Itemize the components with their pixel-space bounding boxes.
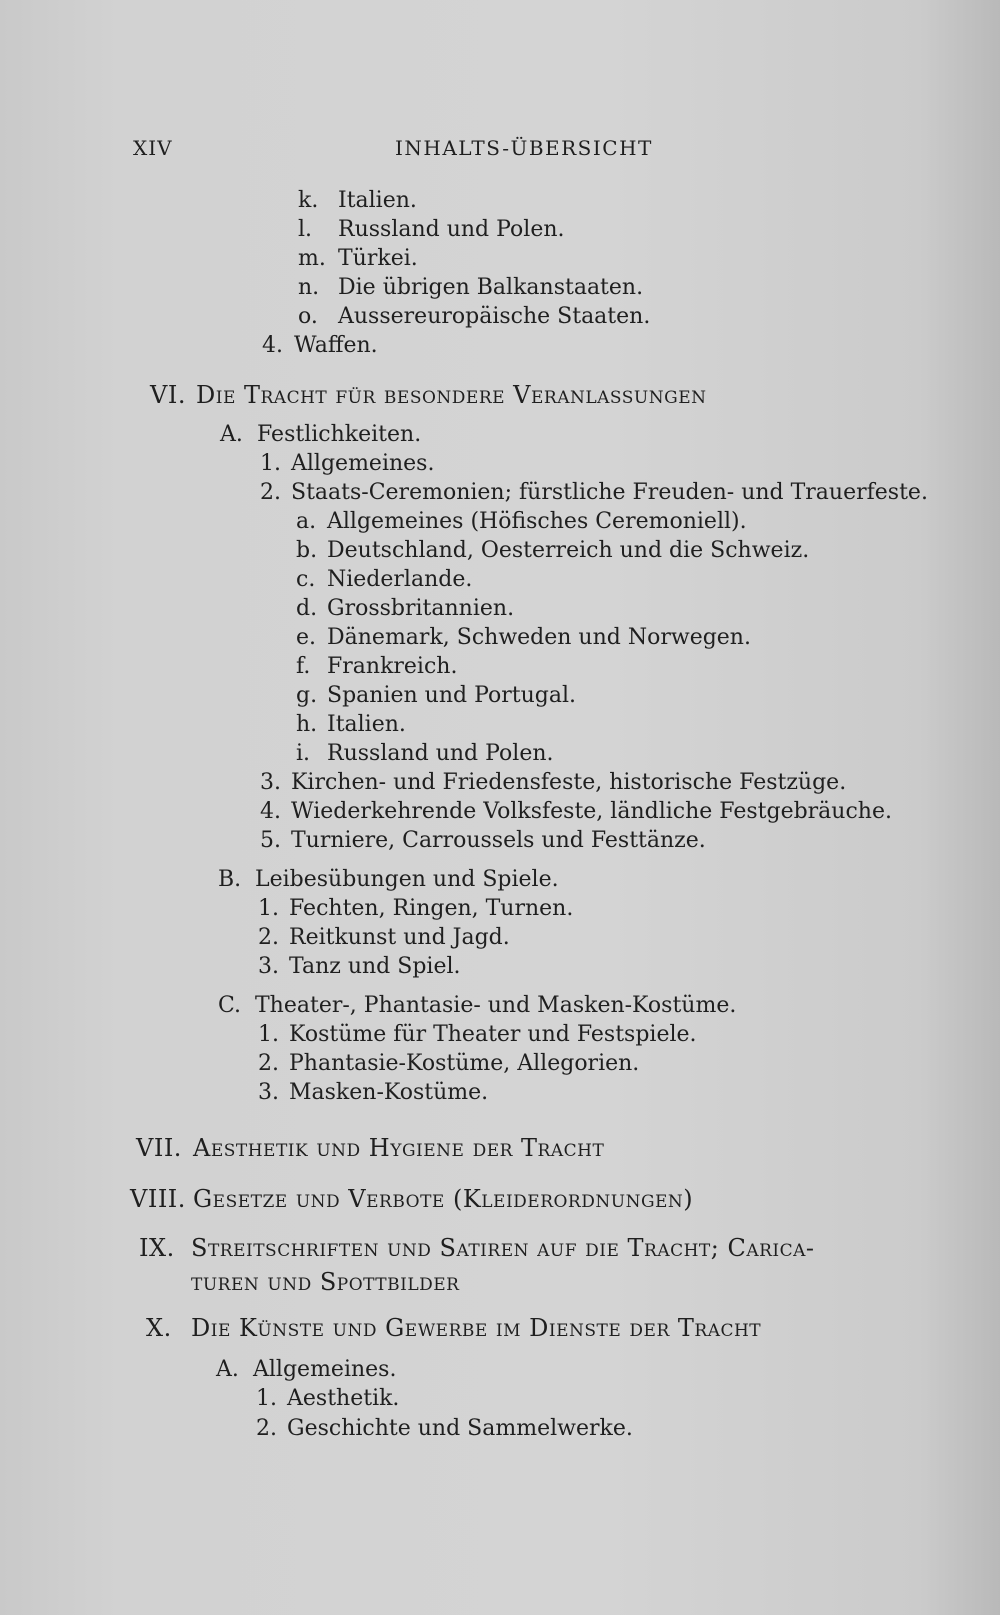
entry-text: Reitkunst und Jagd.: [289, 925, 510, 950]
entry-marker: 3.: [260, 770, 281, 795]
entry-text: Frankreich.: [327, 654, 458, 679]
toc-entry: [260, 453, 434, 475]
entry-marker: 2.: [258, 1051, 279, 1076]
toc-entry: [260, 482, 928, 504]
toc-entry: [298, 248, 418, 270]
entry-text: Dänemark, Schweden und Norwegen.: [327, 625, 751, 650]
entry-marker: b.: [296, 538, 318, 563]
entry-text: Italien.: [327, 712, 406, 737]
entry-marker: g.: [296, 683, 318, 708]
toc-entry: [260, 801, 892, 823]
entry-text: Grossbritannien.: [327, 596, 515, 621]
toc-entry: [260, 772, 846, 794]
entry-text: Allgemeines.: [253, 1357, 397, 1382]
entry-marker: C.: [218, 993, 242, 1018]
entry-text: Festlichkeiten.: [257, 422, 422, 447]
entry-marker: l.: [298, 217, 313, 242]
entry-text: Türkei.: [338, 246, 418, 271]
entry-marker: e.: [296, 625, 317, 650]
toc-entry: [298, 277, 643, 299]
entry-text: Theater-, Phantasie- und Masken-Kostüme.: [255, 993, 737, 1018]
toc-entry: [298, 190, 417, 212]
running-title: INHALTS-ÜBERSICHT: [395, 136, 653, 160]
section-marker: VII.: [136, 1134, 182, 1162]
entry-text: Russland und Polen.: [327, 741, 554, 766]
section-marker: VIII.: [130, 1185, 186, 1213]
toc-entry: [258, 898, 573, 920]
entry-marker: h.: [296, 712, 318, 737]
entry-marker: 3.: [258, 954, 279, 979]
entry-text: Kostüme für Theater und Festspiele.: [289, 1022, 697, 1047]
entry-text: Turniere, Carroussels und Festtänze.: [291, 828, 706, 853]
section-title: Gesetze und Verbote (Kleiderordnungen): [193, 1185, 694, 1213]
toc-entry: [216, 1359, 396, 1381]
toc-entry: [256, 1418, 633, 1440]
toc-entry: [218, 869, 559, 891]
section-title: turen und Spottbilder: [191, 1268, 460, 1296]
toc-entry: [296, 685, 576, 707]
entry-marker: 2.: [258, 925, 279, 950]
entry-text: Tanz und Spiel.: [289, 954, 461, 979]
entry-marker: d.: [296, 596, 318, 621]
entry-text: Die übrigen Balkanstaaten.: [338, 275, 644, 300]
section-marker: VI.: [150, 381, 186, 409]
entry-text: Russland und Polen.: [338, 217, 565, 242]
entry-marker: 4.: [260, 799, 281, 824]
entry-marker: n.: [298, 275, 320, 300]
entry-marker: 2.: [256, 1416, 277, 1441]
page-number: XIV: [133, 136, 173, 160]
section-marker: IX.: [139, 1234, 175, 1262]
toc-entry: [262, 335, 378, 357]
entry-text: Allgemeines (Höfisches Ceremoniell).: [327, 509, 747, 534]
toc-entry: [258, 1082, 488, 1104]
entry-text: Phantasie-Kostüme, Allegorien.: [289, 1051, 640, 1076]
toc-entry: [296, 540, 809, 562]
toc-entry: [258, 1024, 697, 1046]
entry-text: Allgemeines.: [291, 451, 435, 476]
entry-text: Kirchen- und Friedensfeste, historische Festzüge.: [291, 770, 847, 795]
entry-marker: B.: [218, 867, 242, 892]
entry-marker: c.: [296, 567, 316, 592]
toc-section: [150, 383, 707, 407]
toc-section: [130, 1187, 693, 1211]
toc-entry: [296, 511, 747, 533]
toc-entry: [296, 598, 514, 620]
entry-marker: k.: [298, 188, 319, 213]
entry-text: Deutschland, Oesterreich und die Schweiz.: [327, 538, 810, 563]
toc-section: [136, 1136, 604, 1160]
entry-text: Fechten, Ringen, Turnen.: [289, 896, 574, 921]
entry-marker: A.: [220, 422, 243, 447]
entry-text: Aesthetik.: [287, 1386, 400, 1411]
entry-text: Wiederkehrende Volksfeste, ländliche Festgebräuche.: [291, 799, 892, 824]
toc-entry: [260, 830, 706, 852]
entry-text: Staats-Ceremonien; fürstliche Freuden- und Trauerfeste.: [291, 480, 928, 505]
section-title: Die Tracht für besondere Veranlassungen: [196, 381, 707, 409]
entry-marker: i.: [296, 741, 311, 766]
toc-entry: [258, 1053, 639, 1075]
entry-text: Aussereuropäische Staaten.: [338, 304, 651, 329]
entry-text: Niederlande.: [327, 567, 473, 592]
entry-marker: 2.: [260, 480, 281, 505]
entry-marker: 3.: [258, 1080, 279, 1105]
toc-entry: [218, 995, 736, 1017]
toc-entry: [296, 714, 406, 736]
section-marker: X.: [146, 1314, 172, 1342]
entry-marker: A.: [216, 1357, 239, 1382]
entry-marker: a.: [296, 509, 317, 534]
toc-entry: [220, 424, 421, 446]
toc-entry: [296, 627, 751, 649]
entry-text: Spanien und Portugal.: [327, 683, 576, 708]
entry-marker: 4.: [262, 333, 283, 358]
toc-entry: [258, 956, 461, 978]
toc-entry: [298, 306, 650, 328]
toc-entry: [256, 1388, 399, 1410]
section-title: Streitschriften und Satiren auf die Tracht; Carica-: [191, 1234, 815, 1262]
toc-entry: [296, 656, 457, 678]
entry-marker: 1.: [260, 451, 281, 476]
entry-marker: o.: [298, 304, 318, 329]
entry-text: Geschichte und Sammelwerke.: [287, 1416, 633, 1441]
entry-text: Waffen.: [294, 333, 378, 358]
section-title: Die Künste und Gewerbe im Dienste der Tracht: [191, 1314, 762, 1342]
entry-text: Italien.: [338, 188, 417, 213]
entry-marker: 5.: [260, 828, 281, 853]
toc-entry: [296, 743, 554, 765]
entry-text: Masken-Kostüme.: [289, 1080, 489, 1105]
toc-section: [146, 1316, 761, 1340]
toc-entry: [298, 219, 565, 241]
entry-marker: m.: [298, 246, 326, 271]
entry-marker: 1.: [258, 1022, 279, 1047]
entry-marker: 1.: [258, 896, 279, 921]
toc-section-continuation: [191, 1270, 460, 1294]
toc-entry: [296, 569, 472, 591]
entry-text: Leibesübungen und Spiele.: [255, 867, 559, 892]
toc-entry: [258, 927, 510, 949]
entry-marker: f.: [296, 654, 311, 679]
toc-section: [139, 1236, 815, 1260]
section-title: Aesthetik und Hygiene der Tracht: [193, 1134, 605, 1162]
entry-marker: 1.: [256, 1386, 277, 1411]
